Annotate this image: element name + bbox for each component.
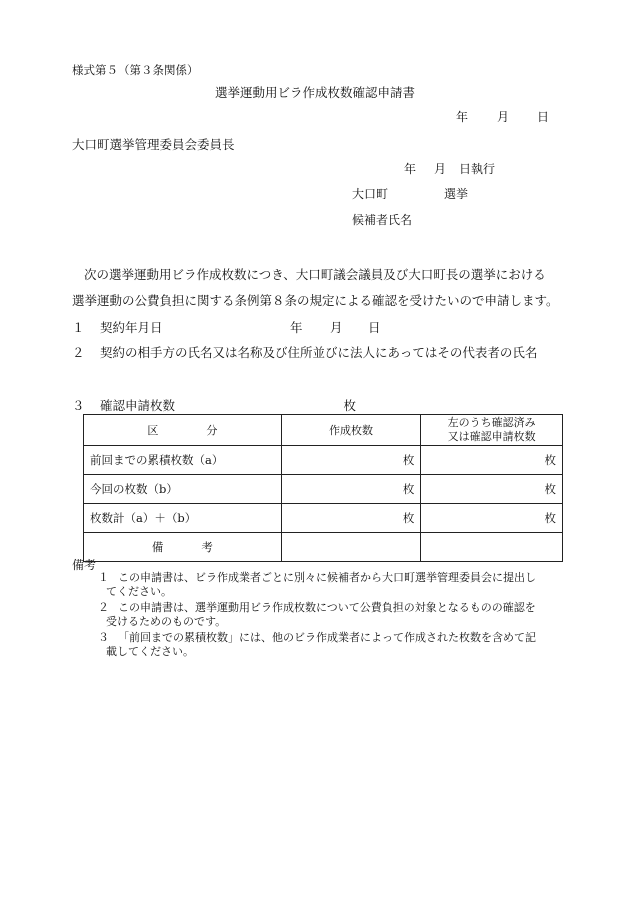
note-text: この申請書は、ビラ作成業者ごとに別々に候補者から大口町選挙管理委員会に提出し: [118, 571, 536, 584]
note-number: ３: [98, 631, 109, 644]
remarks-cell: [281, 533, 421, 562]
table-row: [84, 475, 563, 504]
created-count-cell: 枚: [281, 475, 421, 504]
created-count-cell: 枚: [281, 446, 421, 475]
request-count-unit: 枚: [343, 398, 356, 413]
exec-year: 年: [404, 162, 417, 176]
election-suffix: 選挙: [444, 187, 469, 201]
created-count-cell: 枚: [281, 504, 421, 533]
row-label: 前回までの累積枚数（a）: [84, 446, 282, 475]
body-line-2: 選挙運動の公費負担に関する条例第８条の規定による確認を受けたいので申請します。: [72, 293, 559, 308]
row-label: 今回の枚数（b）: [84, 475, 282, 504]
form-number: 様式第５（第３条関係）: [72, 63, 199, 77]
body-line-1: 次の選挙運動用ビラ作成枚数につき、大口町議会議員及び大口町長の選挙における: [84, 267, 546, 282]
body-paragraph: [72, 262, 562, 314]
table-row: [84, 504, 563, 533]
contract-year: 年: [290, 320, 303, 335]
item-label: 契約年月日: [99, 320, 163, 335]
town-name: 大口町: [352, 187, 389, 201]
remarks-cell: [421, 533, 563, 562]
item-number: ３: [72, 398, 85, 413]
note-text: 「前回までの累積枚数」には、他のビラ作成業者によって作成された枚数を含めて記: [118, 631, 536, 644]
item-contract-party: [72, 343, 537, 361]
request-count-field: [100, 396, 356, 415]
addressee: 大口町選挙管理委員会委員長: [72, 137, 235, 152]
header-created-count: 作成枚数: [281, 415, 421, 446]
date-day: 日: [537, 110, 550, 124]
note-text: この申請書は、選挙運動用ビラ作成枚数について公費負担の対象となるものの確認を: [118, 601, 536, 614]
item-label: 契約の相手方の氏名又は名称及び住所並びに法人にあってはその代表者の氏名: [99, 345, 538, 360]
remarks-label: 備 考: [84, 533, 282, 562]
note-number: ２: [98, 601, 109, 614]
exec-day: 日執行: [459, 162, 496, 176]
note-number: １: [98, 571, 109, 584]
table-header-row: [84, 415, 563, 446]
item-label: 確認申請枚数: [99, 398, 175, 413]
item-contract-date: [72, 318, 592, 336]
contract-month: 月: [330, 320, 343, 335]
note-item: [98, 631, 560, 659]
document-title: 選挙運動用ビラ作成枚数確認申請書: [214, 85, 415, 100]
confirmed-count-cell: 枚: [421, 446, 563, 475]
confirmed-count-cell: 枚: [421, 475, 563, 504]
exec-month: 月: [434, 162, 447, 176]
candidate-name-label: 候補者氏名: [352, 213, 413, 227]
item-number: ２: [72, 345, 85, 360]
item-number: １: [72, 320, 85, 335]
note-item: [98, 601, 560, 629]
note-text-cont: 載してください。: [106, 645, 194, 658]
contract-day: 日: [368, 320, 381, 335]
header-confirmed-count: 左のうち確認済み 又は確認申請枚数: [421, 415, 563, 446]
item-request-count: [72, 396, 356, 415]
table-row: [84, 446, 563, 475]
table-remarks-row: [84, 533, 563, 562]
notes-heading: 備考: [72, 558, 97, 572]
confirmed-count-cell: 枚: [421, 504, 563, 533]
header-category: 区 分: [84, 415, 282, 446]
row-label: 枚数計（a）＋（b）: [84, 504, 282, 533]
note-text-cont: 受けるためのものです。: [106, 615, 227, 628]
note-text-cont: てください。: [106, 585, 172, 598]
date-year: 年: [456, 110, 469, 124]
note-item: [98, 571, 560, 599]
confirmation-table: [83, 414, 563, 562]
date-month: 月: [497, 110, 510, 124]
